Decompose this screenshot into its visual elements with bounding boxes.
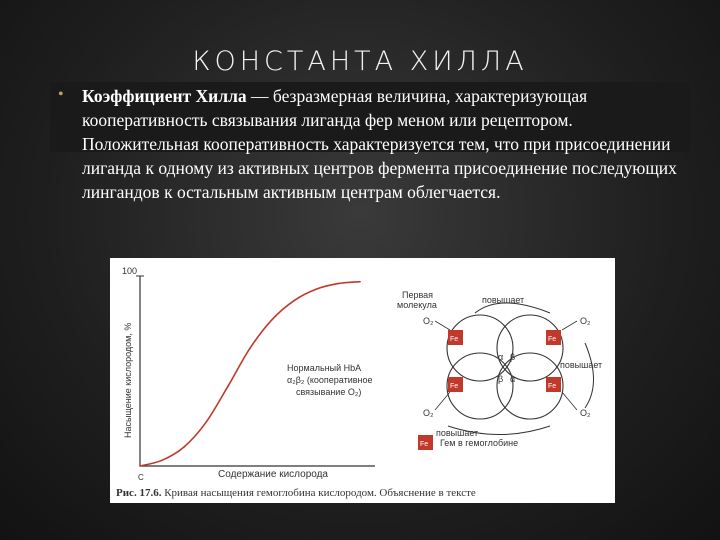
caption-label: Рис. 17.6. bbox=[116, 487, 162, 499]
bullet-text: — безразмерная величина, характеризующая кооперативность связывания лиганда фер меном или рецептором. Положительная кооперативность характеризуется тем, что при присоединении лиганда к одному из активных центров фермента присоединение последующих лингандов к остальным активным центрам облегчается. bbox=[82, 86, 677, 202]
increases-label-bottom: повышает bbox=[436, 428, 479, 438]
heme-4-label: Fe bbox=[548, 383, 557, 390]
arrow-right bbox=[585, 343, 594, 408]
alpha-label-1: α bbox=[498, 352, 504, 362]
o2-bottom-left: O₂ bbox=[423, 408, 434, 418]
hemoglobin-diagram bbox=[397, 290, 602, 450]
increases-label-right: повышает bbox=[560, 360, 603, 370]
o2-top-right: O₂ bbox=[580, 316, 591, 326]
heme-3-label: Fe bbox=[450, 383, 459, 390]
increases-label-top: повышает bbox=[482, 295, 525, 305]
curve-point-4 bbox=[227, 385, 229, 387]
saturation-curve bbox=[140, 282, 360, 466]
y-axis-label: Насыщение кислородом, % bbox=[123, 322, 133, 438]
y-tick-label: 100 bbox=[122, 266, 138, 276]
figure-svg bbox=[110, 258, 615, 503]
first-molecule-label-2: молекула bbox=[397, 300, 437, 310]
slide-title: КОНСТАНТА ХИЛЛА bbox=[192, 46, 528, 77]
curve-point-2 bbox=[183, 446, 185, 448]
figure-caption bbox=[116, 487, 476, 499]
bullet-paragraph bbox=[82, 84, 692, 204]
curve-point-6 bbox=[271, 319, 273, 321]
heme-1-label: Fe bbox=[450, 336, 459, 343]
o2-bottom-right: O₂ bbox=[580, 408, 591, 418]
bullet-term: Коэффициент Хилла bbox=[82, 86, 247, 106]
alpha-label-2: α bbox=[510, 374, 516, 384]
o2-link-3 bbox=[435, 392, 450, 410]
curve-point-0 bbox=[139, 465, 141, 467]
o2-top-left: O₂ bbox=[423, 316, 434, 326]
o2-link-4 bbox=[562, 392, 577, 410]
legend-heme-swatch-label: Fe bbox=[420, 441, 429, 448]
subunit-beta-1 bbox=[497, 315, 563, 381]
beta-label-2: β bbox=[498, 374, 504, 384]
figure bbox=[110, 258, 615, 503]
x-axis-label: Содержание кислорода bbox=[218, 469, 328, 480]
origin-label: C bbox=[138, 473, 144, 482]
beta-label-1: β bbox=[510, 352, 516, 362]
o2-link-2 bbox=[562, 321, 577, 330]
bullet-icon: • bbox=[58, 86, 64, 103]
curve-point-3 bbox=[205, 422, 207, 424]
curve-label-1: Нормальный НbА bbox=[287, 363, 362, 373]
caption-text: Кривая насыщения гемоглобина кислородом. Объяснение в тексте bbox=[164, 487, 476, 499]
first-molecule-label-1: Первая bbox=[402, 290, 434, 300]
curve-point-5 bbox=[249, 347, 251, 349]
curve-point-1 bbox=[161, 460, 163, 462]
curve-point-7 bbox=[293, 300, 295, 302]
legend-heme-text: Гем в гемоглобине bbox=[440, 438, 519, 448]
o2-link-1 bbox=[435, 321, 450, 330]
curve-point-8 bbox=[315, 289, 317, 291]
subunit-alpha-1 bbox=[447, 315, 516, 381]
curve-label-2: α₂β₂ (кооперативное bbox=[287, 375, 373, 385]
heme-2-label: Fe bbox=[548, 336, 557, 343]
curve-point-9 bbox=[337, 283, 339, 285]
curve-label-3: связывание O₂) bbox=[296, 387, 362, 397]
curve-point-10 bbox=[359, 281, 361, 283]
